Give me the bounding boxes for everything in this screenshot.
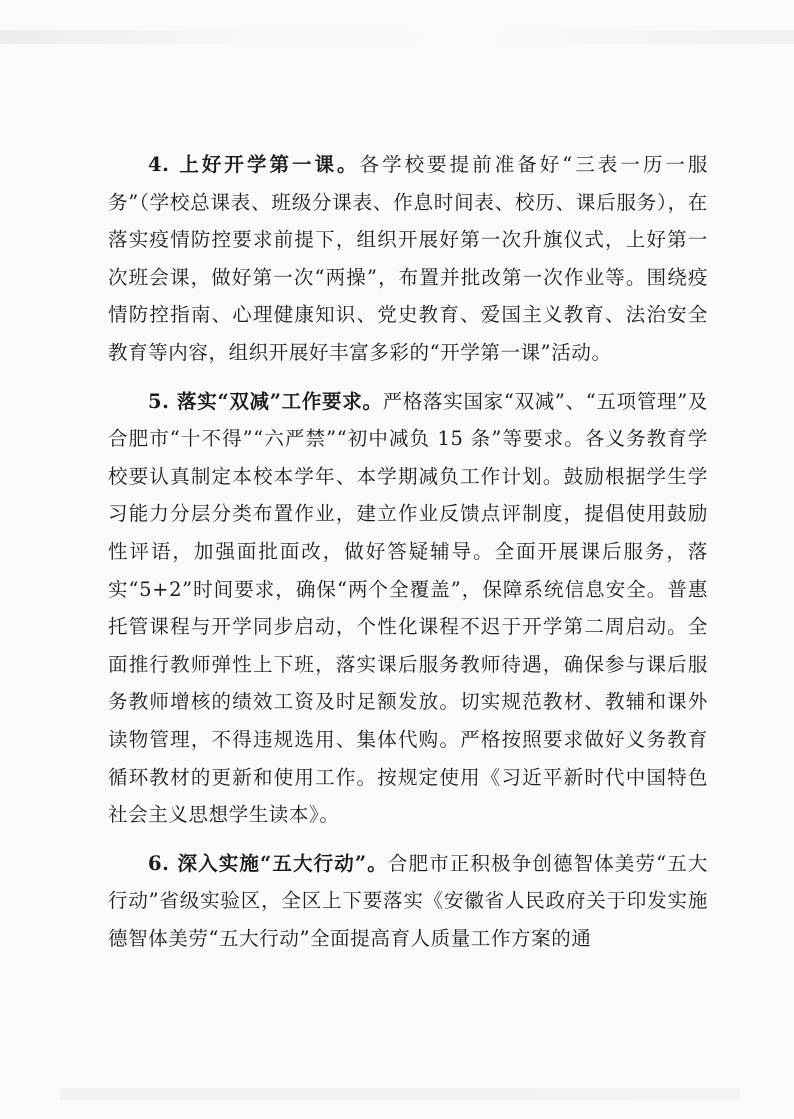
paragraph-first-lesson xyxy=(108,146,708,372)
scan-artifact-bottom xyxy=(60,1088,740,1100)
paragraph-body: 严格落实国家“双减”、“五项管理”及合肥市“十不得”“六严禁”“初中减负 15 条”等要求。各义务教育学校要认真制定本校本学年、本学期减负工作计划。鼓励根据学生学习能力分层分类布置作业，建立作业反馈点评制度，提倡使用鼓励性评语，加强面批面改，做好答疑辅导。全面开展课后服务，落实“5+2”时间要求，确保“两个全覆盖”，保障系统信息安全。普惠托管课程与开学同步启动，个性化课程不迟于开学第二周启动。全面推行教师弹性上下班，落实课后服务教师待遇，确保参与课后服务教师增核的绩效工资及时足额发放。切实规范教材、教辅和课外读物管理，不得违规选用、集体代购。严格按照要求做好义务教育循环教材的更新和使用工作。按规定使用《习近平新时代中国特色社会主义思想学生读本》。 xyxy=(108,389,708,827)
paragraph-heading: 6. 深入实施“五大行动”。 xyxy=(148,851,388,875)
paragraph-body: 各学校要提前准备好“三表一历一服务”（学校总课表、班级分课表、作息时间表、校历、课后服务），在落实疫情防控要求前提下，组织开展好第一次升旗仪式，上好第一次班会课，做好第一次“两操”，布置并批改第一次作业等。围绕疫情防控指南、心理健康知识、党史教育、爱国主义教育、法治安全教育等内容，组织开展好丰富多彩的“开学第一课”活动。 xyxy=(108,153,708,364)
paragraph-heading: 4. 上好开学第一课。 xyxy=(148,153,360,176)
document-page xyxy=(108,146,708,968)
scan-artifact-top xyxy=(0,30,794,44)
paragraph-double-reduction xyxy=(108,383,708,834)
paragraph-heading: 5. 落实“双减”工作要求。 xyxy=(148,389,383,413)
paragraph-five-actions xyxy=(108,845,708,958)
paragraph-body: 合肥市正积极争创德智体美劳“五大行动”省级实验区，全区上下要落实《安徽省人民政府关于印发实施德智体美劳“五大行动”全面提高育人质量工作方案的通 xyxy=(108,851,708,950)
